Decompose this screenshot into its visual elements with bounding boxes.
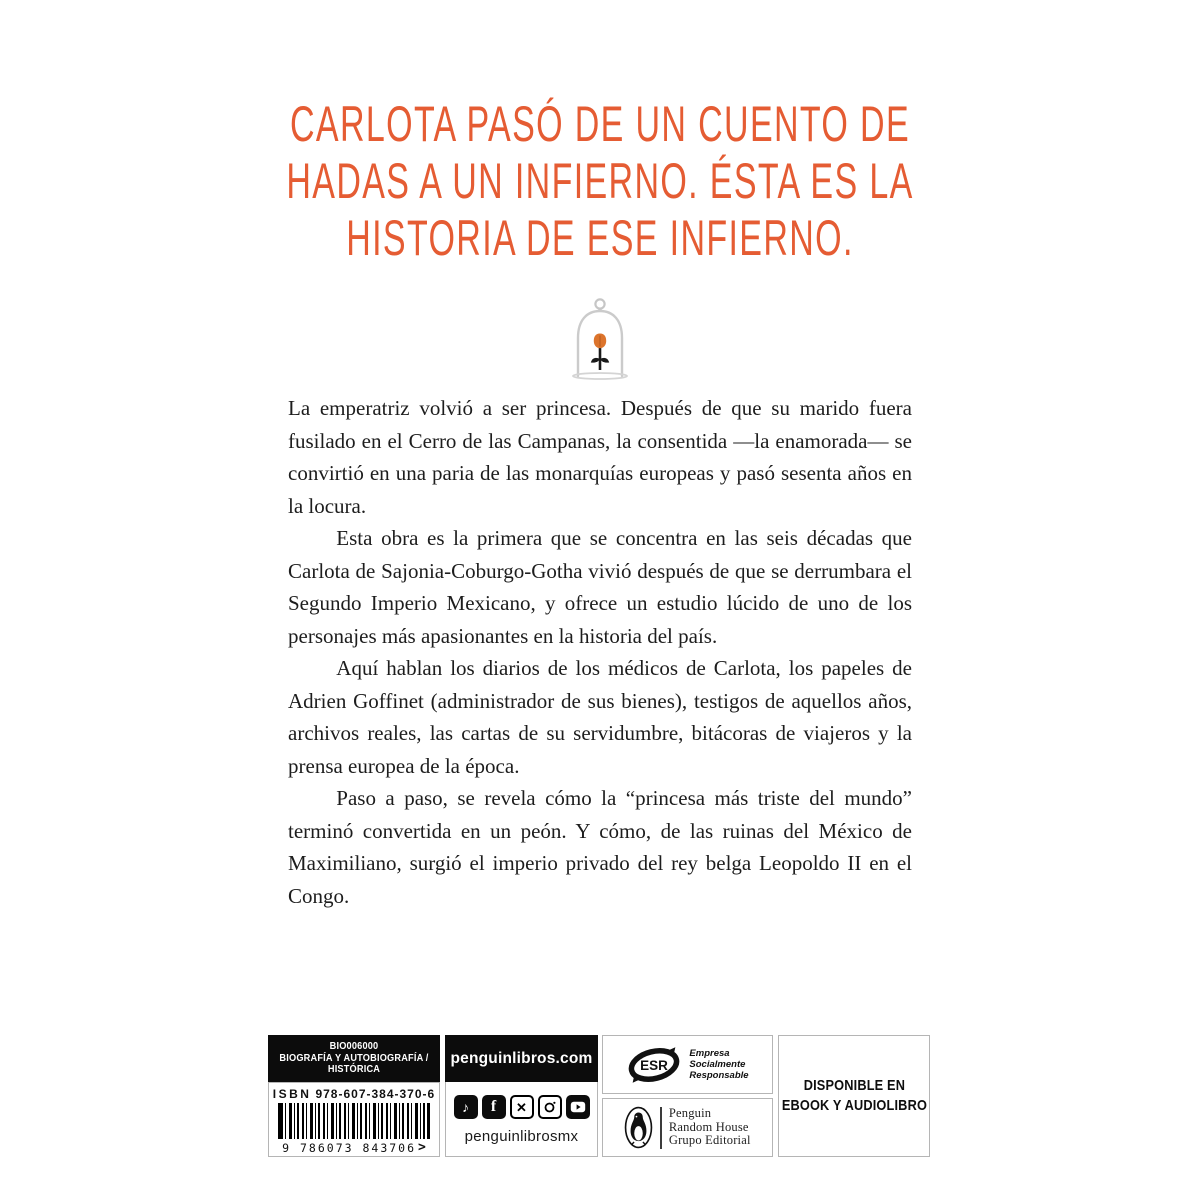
headline — [192, 96, 1008, 267]
barcode-arrow: > — [418, 1140, 426, 1155]
svg-text:ESR: ESR — [640, 1057, 669, 1073]
synopsis — [288, 392, 912, 912]
synopsis-paragraph: La emperatriz volvió a ser princesa. Después de que su marido fuera fusilado en el Cerro de las Campanas, la consentida —la enamorada— se convirtió en una paria de las monarquías europeas y pasó sesenta años en la locura. — [288, 396, 912, 518]
bell-jar-rose-icon — [567, 296, 633, 389]
tiktok-icon: ♪ — [454, 1095, 478, 1119]
headline-line: HISTORIA DE ESE INFIERNO. — [346, 210, 854, 266]
footer-bar — [268, 1035, 930, 1157]
social-handle: penguinlibrosmx — [464, 1128, 579, 1145]
penguin-logo-icon — [624, 1106, 653, 1149]
youtube-icon — [566, 1095, 590, 1119]
esr-block — [602, 1035, 773, 1094]
synopsis-paragraph: Esta obra es la primera que se concentra en las seis décadas que Carlota de Sajonia-Coburgo-Gotha vivió después de que se derrumbara el Segundo Imperio Mexicano, y ofrece un estudio lúcido de uno de los personajes más apasionantes en la historia del país. — [288, 526, 912, 648]
x-icon: ✕ — [510, 1095, 534, 1119]
publisher-name: Penguin Random House Grupo Editorial — [668, 1106, 751, 1148]
synopsis-paragraph: Paso a paso, se revela cómo la “princesa más triste del mundo” terminó convertida en un peón. Y cómo, de las ruinas del México de Maximiliano, surgió el imperio privado del rey belga Leopoldo II en el Congo. — [288, 786, 912, 908]
esr-label: Empresa Socialmente Responsable — [689, 1048, 749, 1081]
isbn-number: 978-607-384-370-6 — [315, 1087, 436, 1101]
isbn-label: ISBN — [272, 1087, 312, 1101]
barcode-digits: 9 786073 843706 > — [278, 1140, 430, 1155]
barcode — [278, 1103, 430, 1153]
instagram-icon — [538, 1095, 562, 1119]
headline-line: CARLOTA PASÓ DE UN CUENTO DE — [290, 96, 910, 152]
facebook-icon: f — [482, 1095, 506, 1119]
isbn-line — [269, 1087, 439, 1101]
category-code-block — [268, 1035, 440, 1082]
barcode-bars — [278, 1103, 430, 1139]
isbn-barcode-block — [268, 1082, 440, 1157]
headline-line: HADAS A UN INFIERNO. ÉSTA ES LA — [286, 153, 914, 209]
esr-logo-icon — [626, 1045, 682, 1085]
publisher-divider — [660, 1107, 662, 1149]
category-name: BIOGRAFÍA Y AUTOBIOGRAFÍA / — [279, 1052, 429, 1064]
website-url: penguinlibros.com — [450, 1049, 593, 1067]
website-banner — [445, 1035, 598, 1082]
availability-block — [778, 1035, 930, 1157]
social-icons-row — [446, 1095, 597, 1119]
category-code: BIO006000 — [329, 1041, 379, 1052]
synopsis-paragraph: Aquí hablan los diarios de los médicos de Carlota, los papeles de Adrien Goffinet (administrador de sus bienes), testigos de aquellos años, archivos reales, las cartas de su servidumbre, bitácoras de viajeros y la prensa europea de la época. — [288, 656, 912, 778]
publisher-block — [602, 1098, 773, 1157]
category-subname: HISTÓRICA — [327, 1064, 381, 1075]
availability-text: DISPONIBLE EN EBOOK Y AUDIOLIBRO — [781, 1077, 927, 1114]
web-social-block — [445, 1035, 598, 1157]
